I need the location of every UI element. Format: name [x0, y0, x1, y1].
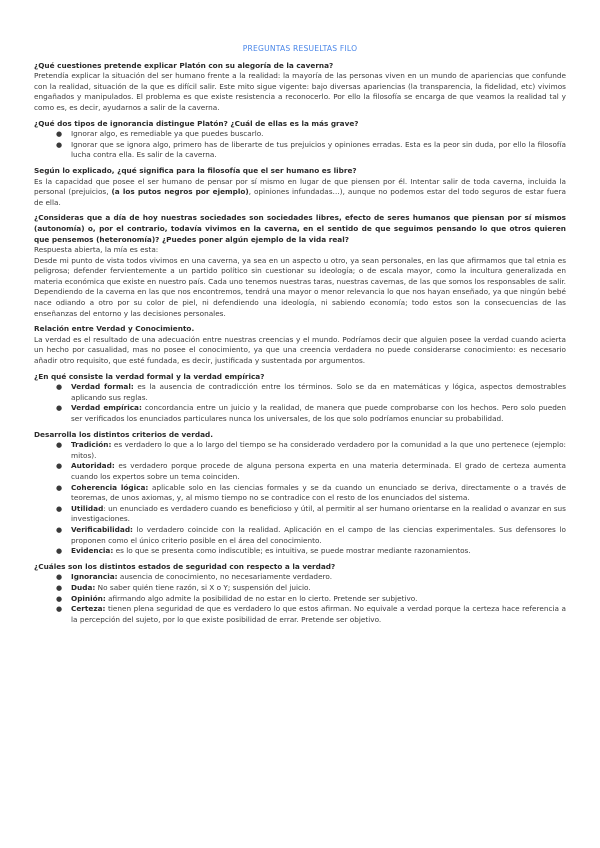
list-item-text: tienen plena seguridad de que es verdadero lo que estos afirman. No equivale a verdad porque la certeza hace referencia a la percepción del sujeto, por lo que existe posibilidad de errar. Pretende ser objetivo. [71, 604, 566, 624]
bullet-icon: ● [56, 483, 63, 492]
section-estados-seguridad [34, 562, 566, 626]
list-item-term: Verificabilidad: [71, 524, 133, 534]
section-ignorancia [34, 119, 566, 161]
list-item-term: Evidencia: [71, 546, 114, 556]
list-item-text: lo verdadero coincide con la realidad. Aplicación en el campo de las ciencias experimentales. Sus defensores lo proponen como el único criterio posible en el área del conocimiento. [71, 524, 566, 545]
question-heading: Según lo explicado, ¿qué significa para la filosofía que el ser humano es libre? [34, 165, 357, 175]
question-heading: ¿Cuáles son los distintos estados de seguridad con respecto a la verdad? [34, 561, 336, 571]
list-item-term: Coherencia lógica: [71, 482, 149, 492]
bullet-icon: ● [56, 547, 63, 556]
list-item [34, 140, 566, 161]
page-title: PREGUNTAS RESUELTAS FILO [242, 44, 358, 53]
list-item-term: Autoridad: [71, 461, 115, 471]
list-item [34, 604, 566, 625]
bullet-icon: ● [56, 462, 63, 471]
list-item [34, 572, 566, 583]
section-libertad [34, 166, 566, 208]
question-heading: Desarrolla los distintos criterios de verdad. [34, 429, 214, 439]
bullet-icon: ● [56, 383, 63, 392]
bullet-icon: ● [56, 583, 63, 592]
list-item [34, 440, 566, 461]
list-item-term: Tradición: [71, 440, 112, 450]
section-verdad-conocimiento [34, 324, 566, 366]
list-item-term: Certeza: [71, 604, 106, 614]
question-heading: ¿Qué cuestiones pretende explicar Platón con su alegoría de la caverna? [34, 60, 334, 70]
list-item-text: aplicable solo en las ciencias formales y se da cuando un enunciado se deriva, directamente o a través de teoremas, de unos axiomas, y, al mismo tiempo no se contradice con el resto de los enunciados del sistema. [71, 482, 566, 503]
list-item [34, 525, 566, 546]
bullet-icon: ● [56, 140, 63, 149]
list-item [34, 594, 566, 605]
bullet-icon: ● [56, 404, 63, 413]
answer-paragraph: La verdad es el resultado de una adecuación entre nuestras creencias y el mundo. Podríamos decir que alguien posee la verdad cuando acierta un hecho por casualidad, mas no posee el conocimiento, ya que una creencia verdadera no puede considerarse conocimiento: es necesario añadir otro requisito, que esté fundada, es decir, justificada y sustentada por argumentos. [34, 334, 566, 366]
list-item-text: es verdadero lo que a lo largo del tiempo se ha considerado verdadero por la comunidad a la que uno pertenece (ejemplo: mitos). [71, 440, 566, 460]
bullet-icon: ● [56, 130, 63, 139]
list-item-text: afirmando algo admite la posibilidad de no estar en lo cierto. Pretende ser subjetivo. [105, 593, 418, 603]
bullet-list [34, 129, 566, 161]
answer-paragraph: Pretendía explicar la situación del ser humano frente a la realidad: la mayoría de las personas viven en un mundo de apariencias que confunde con la realidad, situación de la que es difícil salir. Este mito sigue vigente: bajo diversas apariencias (la transparencia, la fidelidad, etc) vivimos engañados y manipulados. El problema es que existe resistencia a reconocerlo. Por ello la filosofía se encarga de que veamos la realidad tal y como es, es decir, ayudarnos a salir de la caverna. [34, 71, 566, 112]
list-item-term: Ignorancia: [71, 572, 118, 582]
answer-paragraph [34, 177, 566, 209]
answer-paragraph: Desde mi punto de vista todos vivimos en una caverna, ya sea en un aspecto u otro, ya sean personales, en las que afirmamos que tal etnia es peligrosa; defender fervientemente a un partido político sin cuestionar su ideología; o de escala mayor, como la incultura generalizada en materia económica que existe en nuestro país. Cada uno tenemos nuestras taras, nuestras cavernas, de las que somos los responsables de salir. Dependiendo de la caverna en las que nos encontremos, tendrá una mayor o menor relevancia lo que nos hayan enseñado, ya que ningún bebé nace odiando a otro por su color de piel, ni defendiendo una ideología, ni sabiendo economía; todo estos son la consecuencias de las enseñanzas del entorno y las decisiones personales. [34, 255, 566, 318]
section-caverna [34, 61, 566, 114]
question-heading: ¿Qué dos tipos de ignorancia distingue Platón? ¿Cuál de ellas es la más grave? [34, 118, 359, 128]
list-item-text: es la ausencia de contradicción entre los términos. Solo se da en matemáticas y lógica, aspectos demostrables aplicando sus reglas. [71, 382, 566, 402]
list-item [34, 504, 566, 525]
bullet-icon: ● [56, 441, 63, 450]
bullet-list [34, 572, 566, 625]
list-item-text: concordancia entre un juicio y la realidad, de manera que puede comprobarse con los hechos. Pero solo pueden ser verificados los enunciados particulares nunca los universales, de los que solo podríamos enunciar su probabilidad. [71, 403, 566, 423]
bullet-list [34, 440, 566, 557]
bullet-icon: ● [56, 605, 63, 614]
list-item [34, 483, 566, 504]
list-item [34, 461, 566, 482]
list-item-text: es lo que se presenta como indiscutible; es intuitiva, se puede mostrar mediante razonamientos. [113, 546, 471, 556]
list-item [34, 583, 566, 594]
answer-text: Es la capacidad que posee el ser humano de pensar por sí mismo en lugar de que piensen por él. Intentar salir de toda caverna, incluida la personal (prejuicios, [34, 176, 566, 197]
list-item [34, 546, 566, 557]
section-criterios-verdad [34, 430, 566, 557]
list-item-text: No saber quién tiene razón, si X o Y; suspensión del juicio. [95, 582, 311, 592]
question-heading: ¿Consideras que a día de hoy nuestras sociedades son sociedades libres, efecto de seres humanos que piensan por sí mismos (autonomía) o, por el contrario, todavía vivimos en la caverna, en el sentido de que seguimos pensando lo que otros quieren que pensemos (heteronomía)? ¿Puedes poner algún ejemplo de la vida real? [34, 213, 566, 244]
list-item-term: Verdad formal: [71, 382, 134, 392]
list-item [34, 403, 566, 424]
answer-text: , opiniones infundadas…), aunque no podemos estar del todo seguros de estar fuera de ella. [34, 187, 566, 207]
list-item-text: ausencia de conocimiento, no necesariamente verdadero. [117, 572, 333, 582]
list-item-text: Ignorar algo, es remediable ya que puedes buscarlo. [71, 129, 264, 139]
answer-intro: Respuesta abierta, la mía es esta: [34, 245, 159, 255]
list-item-term: Utilidad [71, 503, 104, 513]
section-sociedades [34, 213, 566, 319]
bullet-icon: ● [56, 594, 63, 603]
bullet-icon: ● [56, 525, 63, 534]
bullet-list [34, 382, 566, 424]
question-heading: Relación entre Verdad y Conocimiento. [34, 324, 195, 334]
list-item [34, 382, 566, 403]
list-item-text: : un enunciado es verdadero cuando es beneficioso y útil, al permitir al ser humano orientarse en la realidad o avanzar en sus investigaciones. [71, 503, 566, 524]
list-item-text: es verdadero porque procede de alguna persona experta en una materia determinada. El grado de certeza aumenta cuando los expertos sobre un tema coinciden. [71, 461, 566, 481]
list-item-term: Opinión: [71, 593, 106, 603]
list-item-text: Ignorar que se ignora algo, primero has de liberarte de tus prejuicios y opiniones erradas. Esta es la peor sin duda, por ello la filosofía lucha contra ella. Es salir de la caverna. [71, 139, 566, 160]
question-heading: ¿En qué consiste la verdad formal y la verdad empírica? [34, 371, 265, 381]
bullet-icon: ● [56, 573, 63, 582]
list-item [34, 129, 566, 140]
answer-bold-text: (a los putos negros por ejemplo) [111, 187, 249, 197]
list-item-term: Duda: [71, 582, 96, 592]
section-verdad-formal-empirica [34, 372, 566, 425]
list-item-term: Verdad empírica: [71, 403, 142, 413]
bullet-icon: ● [56, 504, 63, 513]
